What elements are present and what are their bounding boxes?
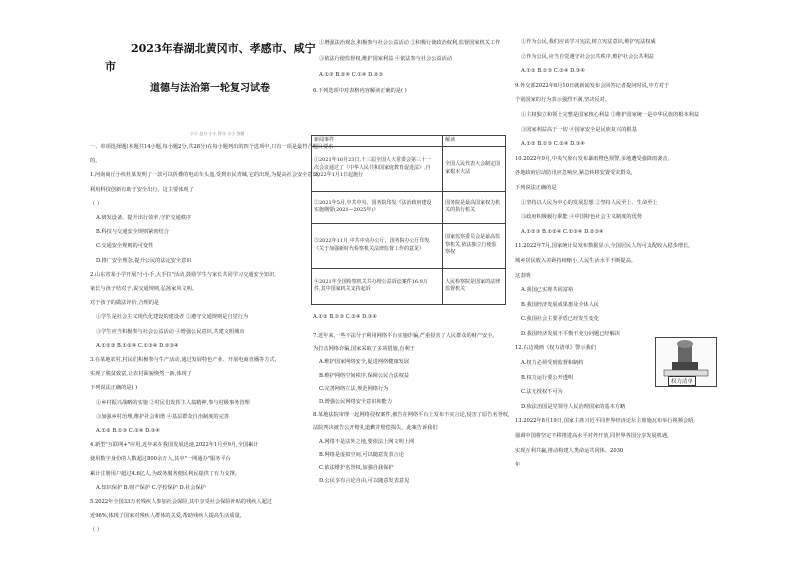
text-line: ②作为公民,应当自觉遵守社会公共秩序,维护社会公共利益 bbox=[521, 53, 654, 60]
text-line: 为打击网络诈骗,国家采取了多项措施,有利于 bbox=[313, 346, 415, 353]
text-line: ③依法行使监督权,维护国家利益 ④依法参与社会公益活动 bbox=[319, 56, 452, 62]
text-line: ③加强乡村治理,维护社会和谐 ④基层群众自治制度的完善 bbox=[96, 413, 229, 420]
text-line: 城乡居民收入差距持续缩小,人民生活水平不断提高。 bbox=[515, 257, 636, 264]
text-line: 3.在某地农村,村民们积极参与生产活动,通过发展特色产业、开展电商直播等方式, bbox=[90, 357, 277, 364]
text-line: C.我国社会主要矛盾已经发生变化 bbox=[521, 316, 600, 323]
column-left bbox=[90, 140, 334, 538]
cartoon-caption: 权力清单 bbox=[668, 376, 696, 386]
text-line: ③政府积极履行职能 ④中国特色社会主义制度的优势 bbox=[521, 214, 642, 221]
text-line: A.研发设备、提升出行效率,守护交通秩序 bbox=[96, 215, 192, 222]
text-line: 2.山东省某小学开展"小小手,大手拉"活动,鼓励学生与家长共同学习交通安全知识, bbox=[90, 271, 276, 278]
text-line: 1.河南商丘小伙杜某发明了一款可以折叠的电动车头盔,受到市民青睐,它的出现,为提高社会安全意识, bbox=[90, 172, 320, 179]
column-middle-top bbox=[313, 35, 513, 99]
text-line: 9.外交部2022年8月10日就新闻发布会回答记者提问时说,中方对于 bbox=[515, 82, 670, 89]
text-line: 12.右边漫画《权力清单》警示我们 bbox=[515, 345, 596, 352]
text-line: 一、单项选择题(本题共14小题,每小题2分,共28分)在每小题列出的四个选项中,只有一项是最符合题目要求 bbox=[90, 144, 334, 150]
text-line: B.网络是虚拟空间,可以随意发表言论 bbox=[319, 451, 404, 458]
text-line: ①作为公民,我们应该学习宪法,树立宪法意识,维护宪法权威 bbox=[521, 39, 656, 45]
text-line: 年 bbox=[515, 462, 521, 469]
text-line: A.①②③ B.①②④ C.①③④ D.②③④ bbox=[521, 228, 604, 235]
text-line: ①增强法治观念,积极参与社会公益活动 ②积极行使政治权利,监督国家机关工作 bbox=[319, 40, 501, 46]
table-cell bbox=[443, 223, 506, 268]
text-line: 11.2022年7月,国家统计局发布数据显示,全国居民人均可支配收入稳步增长, bbox=[515, 243, 690, 250]
text-line: D.增强公民网络安全意识和能力 bbox=[319, 399, 393, 406]
text-line: A.知识保护 B.财产保护 C.学校保护 D.社会保护 bbox=[96, 484, 206, 491]
table-cell-text: ②2021年5月,中共中央、国务院印发《法治政府建设实施纲要(2021—2025年)》 bbox=[314, 199, 432, 214]
text-line: 下列说法正确的是 bbox=[515, 184, 557, 191]
table-cell bbox=[312, 146, 443, 191]
text-line: 个别国家的行为表示强烈不满,坚决反对。 bbox=[515, 97, 611, 104]
text-line: C.法无授权不可为 bbox=[521, 389, 563, 396]
text-line: （ ） bbox=[90, 527, 103, 534]
text-line: 这表明 bbox=[515, 272, 531, 279]
table-cell-text: 人民检察院是国家的法律监督机关 bbox=[445, 278, 501, 293]
text-line: 13.2022年8月19日,国家主席习近平同世界经济论坛主席施瓦布举行视频会晤, bbox=[515, 418, 695, 425]
text-line: 的。 bbox=[90, 158, 101, 165]
text-line: C.交通安全规则的可变性 bbox=[96, 243, 154, 250]
exam-title-line2: 市 bbox=[105, 60, 116, 73]
text-line: D.我国经济发展不平衡不充分问题已经解决 bbox=[521, 330, 620, 337]
text-line: ③国家利益高于一切 ④国家安全是民族复兴的根基 bbox=[521, 126, 637, 133]
table-cell bbox=[312, 191, 443, 223]
table-cell-text: ③2022年11月,中共中央办公厅、国务院办公厅印发《关于加强新时代检察机关法律监督工作的意见》 bbox=[314, 238, 430, 252]
text-line: 家长与孩子结对子,说交通规则,弘扬家风文明。 bbox=[90, 286, 198, 293]
table-cell-text: ④2021年全国检察机关共办理公益诉讼案件16.9万件,其中国家机关支持起诉 bbox=[314, 278, 428, 293]
table-cell-text: 国家监察委员会是最高监察机关,依法独立行使监察权 bbox=[445, 234, 501, 256]
text-line: 法院判决被告公开赔礼道歉并赔偿损失。此案告诉我们 bbox=[313, 425, 438, 432]
text-line: 实现了脱贫致富,让农村面貌焕然一新,体现了 bbox=[90, 371, 192, 378]
table-header-event: 新闻事件 bbox=[312, 136, 443, 147]
text-line: A.我国已实现共同富裕 bbox=[521, 287, 574, 294]
table-cell bbox=[443, 268, 506, 304]
exam-subtitle: 道德与法治第一轮复习试卷 bbox=[150, 83, 270, 94]
text-line: 近96%,体现了国家对残疾人群体的关爱,帮助残疾人提高生活质量, bbox=[90, 513, 242, 520]
text-line: ①主权独立和领土完整是国家核心利益 ②维护国家统一是中华民族的根本利益 bbox=[521, 111, 700, 118]
text-line: C.完善网络立法,规范网络行为 bbox=[319, 385, 389, 392]
table-cell bbox=[312, 268, 443, 304]
text-line: 8.某地法院审理一起网络侵权案件,被告在网络平台上发布不实言论,侵害了原告名誉权, bbox=[313, 412, 510, 419]
text-line: B.权力运行要公开透明 bbox=[521, 374, 574, 381]
text-line: 对于孩子的做法评价,合理的是 bbox=[90, 300, 160, 307]
text-line: B.我国经济发展成果惠及全体人民 bbox=[521, 301, 600, 308]
text-line: A.①③ B.②④ C.①④ D.②③ bbox=[319, 72, 384, 78]
text-line: D.推广安全理念,提升公民的法定安全意识 bbox=[96, 257, 192, 264]
text-line: A.①②③ B.①②④ C.①③④ D.②③④ bbox=[96, 342, 179, 349]
question-6-options: A.①② B.①③ C.②④ D.③④ bbox=[313, 314, 378, 320]
table-cell bbox=[443, 146, 506, 191]
text-line: ③学生应当积极参与社会公益活动 ④增强公民意识,共建文明城市 bbox=[96, 328, 245, 335]
text-line: B.科技与交通安全规则紧密结合 bbox=[96, 229, 169, 236]
exam-title: 2023年春湖北黄冈市、孝感市、咸宁 bbox=[131, 42, 316, 55]
table-cell-text: 国务院是最高国家权力机关的执行机关 bbox=[445, 199, 501, 214]
text-line: 10.2022年9月,中央气象台发布暴雨橙色预警,多地遭受强降雨袭击, bbox=[515, 155, 670, 162]
text-line: 5.2022年全国33万名残疾人参加社会保险,其中享受社会保险补贴的残疾人超过 bbox=[90, 499, 273, 506]
cartoon-image bbox=[655, 337, 717, 387]
table-cell bbox=[312, 223, 443, 268]
table-header-interpretation: 解读 bbox=[443, 136, 506, 147]
text-line: 4.新型"互联网+"应用,近年来在我国发展迅速,2022年1月至9月,全国累计 bbox=[90, 442, 259, 449]
text-line: A.维护国家网络安全,促进网络健康发展 bbox=[319, 359, 410, 366]
table-cell bbox=[443, 191, 506, 223]
text-line: ①学生是社会主义现代化建设的建设者 ②遵守交通规则是自觉行为 bbox=[96, 314, 249, 321]
text-line: （ ） bbox=[90, 200, 103, 207]
text-line: C.依法维护名誉权,加强自我保护 bbox=[319, 465, 394, 472]
text-line: 强调中国将坚定不移推进高水平对外开放,同世界各国分享发展机遇, bbox=[515, 433, 669, 440]
score-note: 小小 总分 小小 得分 小小 答题 bbox=[190, 131, 245, 136]
table-cell-text: ①2021年10月23日,十三届全国人大常委会第三十一次会议通过了《中华人民共和国家庭教育促进法》,自2022年1月1日起施行 bbox=[314, 157, 432, 179]
text-line: A.权力必须受到监督和制约 bbox=[521, 360, 584, 367]
text-line: D.公民享有言论自由,可以随意发表意见 bbox=[319, 478, 410, 485]
text-line: A.①② B.①③ C.②④ D.③④ bbox=[96, 428, 161, 435]
text-line: A.网络不是法外之地,要依法上网文明上网 bbox=[319, 438, 415, 445]
text-line: B.维护网络空间秩序,保障公民合法权益 bbox=[319, 372, 410, 379]
text-line: 下列说法正确的是( ) bbox=[90, 385, 138, 392]
text-line: A.①② B.①③ C.②④ D.③④ bbox=[521, 68, 586, 75]
text-line: D.依法治国是党领导人民治理国家的基本方略 bbox=[521, 403, 626, 410]
text-line: ①乡村振兴战略的实施 ②村民们发挥主人翁精神,参与村级事务管理 bbox=[96, 399, 250, 406]
text-line: 累计注册用户超过4.6亿人,为政务服务便民利民提供了有力支撑。 bbox=[90, 470, 240, 477]
text-line: ①坚持以人民为中心的发展思想 ②坚持人民至上、生命至上 bbox=[521, 199, 658, 206]
column-right bbox=[515, 35, 715, 473]
text-line: 7.近年来,一些不法分子利用网络平台实施诈骗,严重侵害了人民群众的财产安全。 bbox=[313, 333, 498, 339]
text-line: 实现互利共赢,推动构建人类命运共同体。2030 bbox=[515, 447, 624, 454]
column-middle-bottom bbox=[313, 330, 513, 488]
text-line: 使用数字身份的人数超过800余万人,其中"一网通办"服务平台 bbox=[90, 456, 231, 463]
text-line: 6.下列选项中对表格内容解读正确的是( ) bbox=[313, 88, 407, 94]
text-line: A.①② B.①③ C.②④ D.③④ bbox=[521, 141, 586, 148]
text-line: 利用科技创新有助于安全出行。这主要体现了 bbox=[90, 186, 194, 193]
question-6-table bbox=[311, 135, 506, 305]
text-line: 各地政府启动防汛应急响应,紧急转移安置受灾群众, bbox=[515, 170, 633, 177]
table-cell-text: 全国人民代表大会制定国家根本大法 bbox=[445, 161, 501, 175]
